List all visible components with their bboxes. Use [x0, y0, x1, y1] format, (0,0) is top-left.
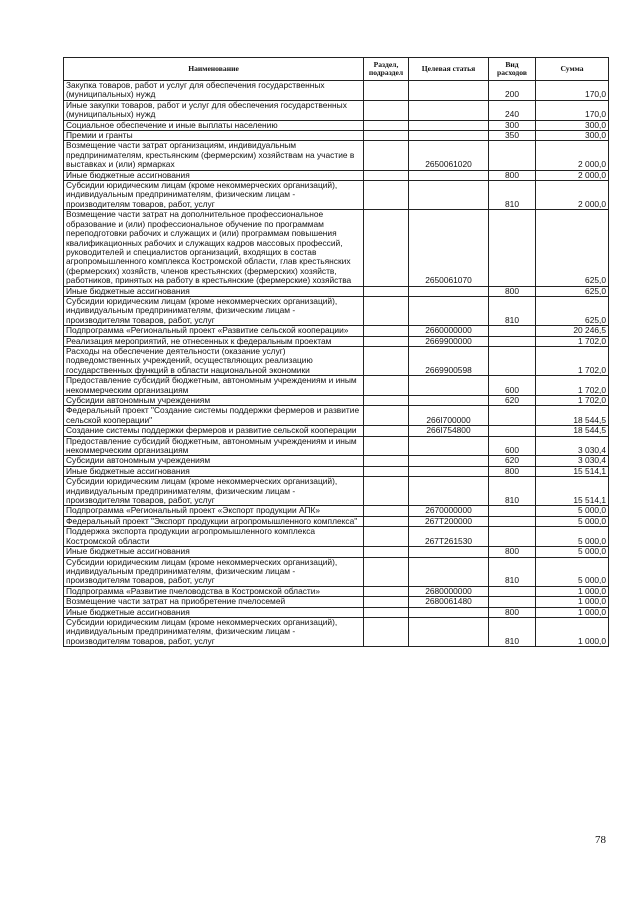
cell-expense-type: 800 [489, 170, 536, 180]
cell-sum: 625,0 [536, 296, 609, 325]
budget-table [63, 57, 609, 647]
cell-sum: 1 702,0 [536, 376, 609, 396]
cell-name: Иные бюджетные ассигнования [64, 286, 364, 296]
cell-article [409, 286, 489, 296]
cell-name: Федеральный проект "Создание системы поддержки фермеров и развитие сельской кооперации" [64, 406, 364, 426]
table-row [64, 607, 609, 617]
cell-sum: 2 000,0 [536, 170, 609, 180]
cell-expense-type [489, 406, 536, 426]
cell-section [364, 120, 409, 130]
cell-section [364, 81, 409, 101]
cell-article [409, 466, 489, 476]
cell-section [364, 547, 409, 557]
cell-article [409, 81, 489, 101]
cell-name: Иные бюджетные ассигнования [64, 547, 364, 557]
cell-expense-type: 800 [489, 466, 536, 476]
cell-sum: 5 000,0 [536, 506, 609, 516]
cell-sum: 1 000,0 [536, 597, 609, 607]
header-expense-type: Вид расходов [489, 58, 536, 81]
cell-article [409, 547, 489, 557]
table-row [64, 426, 609, 436]
cell-expense-type: 810 [489, 477, 536, 506]
cell-section [364, 597, 409, 607]
cell-expense-type: 350 [489, 131, 536, 141]
cell-sum: 170,0 [536, 81, 609, 101]
cell-expense-type [489, 141, 536, 170]
cell-expense-type [489, 326, 536, 336]
cell-section [364, 607, 409, 617]
cell-section [364, 376, 409, 396]
table-row [64, 456, 609, 466]
cell-expense-type: 800 [489, 607, 536, 617]
cell-expense-type: 600 [489, 376, 536, 396]
cell-name: Возмещение части затрат организациям, индивидуальным предпринимателям, крестьянским (фермерским) хозяйствам на участие в выставках и (или) ярмарках [64, 141, 364, 170]
cell-name: Подпрограмма «Развитие пчеловодства в Костромской области» [64, 586, 364, 596]
cell-article [409, 456, 489, 466]
table-row [64, 477, 609, 506]
cell-name: Субсидии автономным учреждениям [64, 396, 364, 406]
cell-article [409, 170, 489, 180]
table-row [64, 436, 609, 456]
table-row [64, 466, 609, 476]
cell-sum: 20 246,5 [536, 326, 609, 336]
cell-section [364, 617, 409, 646]
cell-name: Иные бюджетные ассигнования [64, 170, 364, 180]
table-row [64, 181, 609, 210]
cell-section [364, 436, 409, 456]
cell-expense-type: 620 [489, 396, 536, 406]
cell-name: Возмещение части затрат на дополнительное профессиональное образование и (или) профессиональное обучение по программам переподготовки рабочих и служащих и (или) программам повышения квалификационных рабочих и служащих кадров массовых профессий, руководителей и специалистов организаций, входящих в состав агропромышленного комплекса Костромской области, глав крестьянских (фермерских) хозяйств, членов крестьянских (фермерских) хозяйств, работников, принятых на работу в крестьянские (фермерские) хозяйства [64, 210, 364, 286]
cell-article: 267T261530 [409, 527, 489, 547]
cell-expense-type: 240 [489, 100, 536, 120]
cell-article: 266I754800 [409, 426, 489, 436]
table-row [64, 286, 609, 296]
table-row [64, 81, 609, 101]
cell-section [364, 466, 409, 476]
cell-article [409, 436, 489, 456]
table-row [64, 131, 609, 141]
cell-sum: 1 000,0 [536, 617, 609, 646]
table-row [64, 547, 609, 557]
cell-expense-type [489, 586, 536, 596]
cell-name: Закупка товаров, работ и услуг для обеспечения государственных (муниципальных) нужд [64, 81, 364, 101]
cell-sum: 2 000,0 [536, 141, 609, 170]
cell-article: 2680000000 [409, 586, 489, 596]
cell-expense-type: 800 [489, 547, 536, 557]
cell-sum: 15 514,1 [536, 466, 609, 476]
cell-name: Предоставление субсидий бюджетным, автономным учреждениям и иным некоммерческим организациям [64, 376, 364, 396]
cell-sum: 18 544,5 [536, 426, 609, 436]
cell-article [409, 296, 489, 325]
cell-article: 2669900598 [409, 346, 489, 375]
cell-name: Субсидии юридическим лицам (кроме некоммерческих организаций), индивидуальным предпринимателям, физическим лицам - производителям товаров, работ, услуг [64, 557, 364, 586]
table-row [64, 586, 609, 596]
cell-article [409, 396, 489, 406]
cell-expense-type: 300 [489, 120, 536, 130]
cell-name: Федеральный проект "Экспорт продукции агропромышленного комплекса" [64, 516, 364, 526]
table-row [64, 210, 609, 286]
cell-name: Иные закупки товаров, работ и услуг для обеспечения государственных (муниципальных) нужд [64, 100, 364, 120]
cell-section [364, 346, 409, 375]
cell-sum: 15 514,1 [536, 477, 609, 506]
table-body [64, 81, 609, 647]
table-row [64, 597, 609, 607]
header-name: Наименование [64, 58, 364, 81]
cell-section [364, 210, 409, 286]
cell-name: Премии и гранты [64, 131, 364, 141]
cell-expense-type: 810 [489, 181, 536, 210]
table-row [64, 406, 609, 426]
cell-article [409, 376, 489, 396]
cell-expense-type [489, 527, 536, 547]
cell-article [409, 181, 489, 210]
cell-sum: 18 544,5 [536, 406, 609, 426]
cell-section [364, 456, 409, 466]
cell-expense-type: 200 [489, 81, 536, 101]
cell-name: Создание системы поддержки фермеров и развитие сельской кооперации [64, 426, 364, 436]
table-row [64, 617, 609, 646]
table-row [64, 527, 609, 547]
cell-name: Субсидии юридическим лицам (кроме некоммерческих организаций), индивидуальным предпринимателям, физическим лицам - производителям товаров, работ, услуг [64, 477, 364, 506]
cell-expense-type [489, 336, 536, 346]
cell-section [364, 477, 409, 506]
cell-section [364, 506, 409, 516]
cell-name: Возмещение части затрат на приобретение пчелосемей [64, 597, 364, 607]
table-row [64, 516, 609, 526]
cell-article [409, 100, 489, 120]
cell-sum: 625,0 [536, 210, 609, 286]
cell-section [364, 296, 409, 325]
cell-sum: 5 000,0 [536, 527, 609, 547]
cell-name: Расходы на обеспечение деятельности (оказание услуг) подведомственных учреждений, осуществляющих реализацию государственных функций в области национальной экономики [64, 346, 364, 375]
cell-name: Иные бюджетные ассигнования [64, 466, 364, 476]
table-row [64, 141, 609, 170]
cell-section [364, 286, 409, 296]
table-row [64, 376, 609, 396]
table-row [64, 506, 609, 516]
cell-expense-type: 620 [489, 456, 536, 466]
cell-sum: 1 702,0 [536, 396, 609, 406]
cell-sum: 300,0 [536, 131, 609, 141]
cell-name: Реализация мероприятий, не отнесенных к федеральным проектам [64, 336, 364, 346]
cell-sum: 1 000,0 [536, 586, 609, 596]
cell-expense-type: 810 [489, 296, 536, 325]
cell-article: 266I700000 [409, 406, 489, 426]
header-section: Раздел, подраздел [364, 58, 409, 81]
cell-section [364, 336, 409, 346]
cell-article: 267T200000 [409, 516, 489, 526]
cell-section [364, 557, 409, 586]
table-row [64, 120, 609, 130]
cell-expense-type: 810 [489, 557, 536, 586]
cell-article: 2669900000 [409, 336, 489, 346]
cell-article [409, 131, 489, 141]
table-row [64, 557, 609, 586]
cell-name: Субсидии юридическим лицам (кроме некоммерческих организаций), индивидуальным предпринимателям, физическим лицам - производителям товаров, работ, услуг [64, 181, 364, 210]
cell-name: Субсидии юридическим лицам (кроме некоммерческих организаций), индивидуальным предпринимателям, физическим лицам - производителям товаров, работ, услуг [64, 617, 364, 646]
cell-sum: 625,0 [536, 286, 609, 296]
cell-section [364, 516, 409, 526]
cell-name: Поддержка экспорта продукции агропромышленного комплекса Костромской области [64, 527, 364, 547]
cell-article [409, 607, 489, 617]
table-row [64, 336, 609, 346]
table-row [64, 100, 609, 120]
cell-sum: 3 030,4 [536, 436, 609, 456]
page-number: 78 [595, 834, 606, 846]
table-row [64, 296, 609, 325]
cell-section [364, 131, 409, 141]
table-row [64, 170, 609, 180]
cell-sum: 1 000,0 [536, 607, 609, 617]
cell-sum: 2 000,0 [536, 181, 609, 210]
cell-sum: 5 000,0 [536, 516, 609, 526]
cell-section [364, 586, 409, 596]
cell-sum: 5 000,0 [536, 557, 609, 586]
cell-expense-type: 810 [489, 617, 536, 646]
cell-section [364, 181, 409, 210]
cell-article: 2670000000 [409, 506, 489, 516]
cell-section [364, 406, 409, 426]
cell-expense-type [489, 506, 536, 516]
cell-sum: 3 030,4 [536, 456, 609, 466]
cell-name: Социальное обеспечение и иные выплаты населению [64, 120, 364, 130]
cell-name: Субсидии автономным учреждениям [64, 456, 364, 466]
cell-expense-type [489, 597, 536, 607]
cell-section [364, 100, 409, 120]
cell-article [409, 477, 489, 506]
cell-article: 2650061070 [409, 210, 489, 286]
cell-expense-type [489, 346, 536, 375]
table-row [64, 326, 609, 336]
cell-name: Субсидии юридическим лицам (кроме некоммерческих организаций), индивидуальным предпринимателям, физическим лицам - производителям товаров, работ, услуг [64, 296, 364, 325]
cell-article: 2660000000 [409, 326, 489, 336]
cell-sum: 5 000,0 [536, 547, 609, 557]
header-article: Целевая статья [409, 58, 489, 81]
cell-section [364, 396, 409, 406]
header-sum: Сумма [536, 58, 609, 81]
cell-article: 2680061480 [409, 597, 489, 607]
cell-name: Подпрограмма «Региональный проект «Развитие сельской кооперации» [64, 326, 364, 336]
cell-sum: 170,0 [536, 100, 609, 120]
cell-name: Подпрограмма «Региональный проект «Экспорт продукции АПК» [64, 506, 364, 516]
cell-expense-type [489, 516, 536, 526]
cell-article [409, 617, 489, 646]
cell-name: Предоставление субсидий бюджетным, автономным учреждениям и иным некоммерческим организациям [64, 436, 364, 456]
cell-expense-type [489, 210, 536, 286]
cell-sum: 1 702,0 [536, 346, 609, 375]
cell-sum: 300,0 [536, 120, 609, 130]
table-row [64, 396, 609, 406]
cell-section [364, 326, 409, 336]
cell-article [409, 120, 489, 130]
cell-sum: 1 702,0 [536, 336, 609, 346]
cell-section [364, 141, 409, 170]
table-row [64, 346, 609, 375]
cell-article: 2650061020 [409, 141, 489, 170]
cell-expense-type [489, 426, 536, 436]
cell-name: Иные бюджетные ассигнования [64, 607, 364, 617]
cell-article [409, 557, 489, 586]
cell-section [364, 527, 409, 547]
cell-section [364, 426, 409, 436]
table-header-row [64, 58, 609, 81]
cell-expense-type: 600 [489, 436, 536, 456]
cell-expense-type: 800 [489, 286, 536, 296]
cell-section [364, 170, 409, 180]
